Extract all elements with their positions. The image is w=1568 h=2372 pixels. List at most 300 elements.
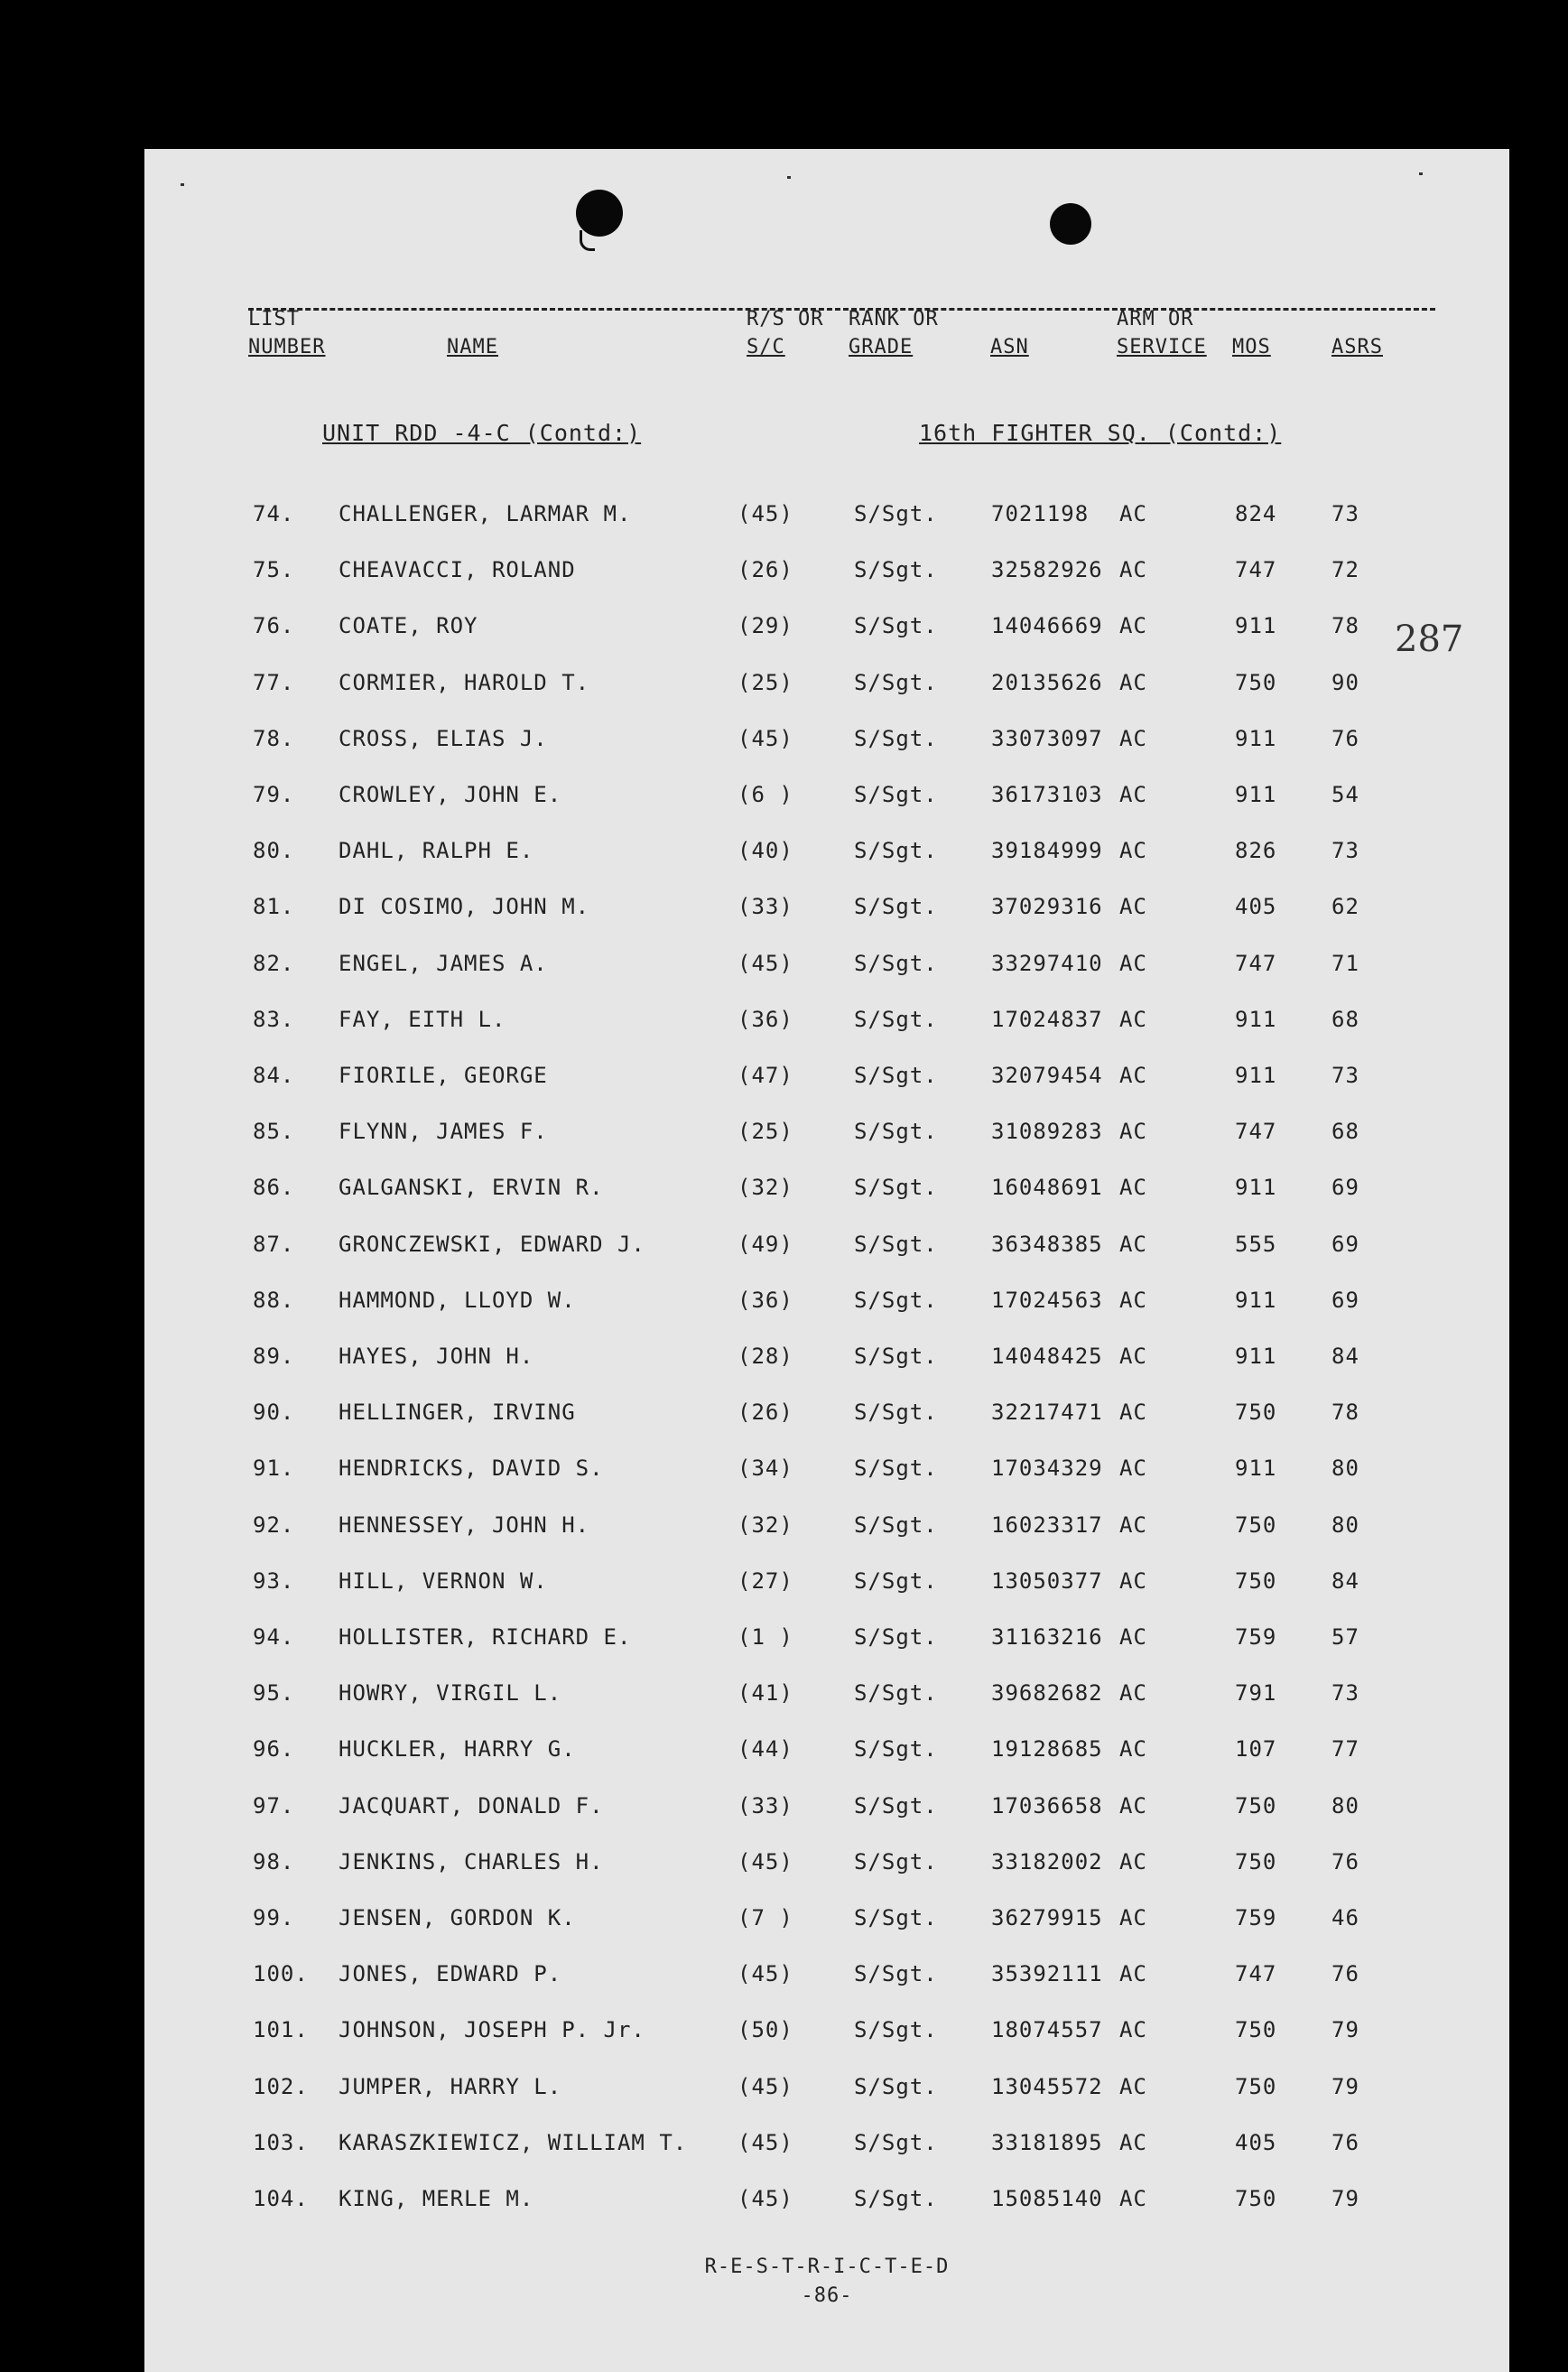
- row-grade: S/Sgt.: [854, 1736, 938, 1762]
- header-sc: S/C: [747, 336, 785, 358]
- row-number: 100.: [253, 1961, 309, 1986]
- table-row: [144, 1119, 1509, 1155]
- row-name: GALGANSKI, ERVIN R.: [339, 1175, 604, 1200]
- row-rs-sc: (45): [738, 726, 793, 751]
- row-mos: 750: [1235, 670, 1277, 695]
- row-name: HOLLISTER, RICHARD E.: [339, 1624, 632, 1650]
- row-arm-service: AC: [1119, 1736, 1147, 1762]
- row-name: FIORILE, GEORGE: [339, 1063, 548, 1088]
- row-asrs: 73: [1331, 1680, 1359, 1706]
- row-name: DAHL, RALPH E.: [339, 838, 534, 863]
- row-rs-sc: (33): [738, 1793, 793, 1819]
- row-asrs: 54: [1331, 782, 1359, 807]
- row-asn: 7021198: [991, 501, 1090, 526]
- row-arm-service: AC: [1119, 1119, 1147, 1144]
- table-row: [144, 1232, 1509, 1268]
- row-asrs: 76: [1331, 2130, 1359, 2155]
- row-grade: S/Sgt.: [854, 1568, 938, 1594]
- table-row: [144, 557, 1509, 593]
- row-arm-service: AC: [1119, 557, 1147, 582]
- row-name: CROWLEY, JOHN E.: [339, 782, 562, 807]
- row-mos: 759: [1235, 1624, 1277, 1650]
- row-rs-sc: (25): [738, 670, 793, 695]
- row-grade: S/Sgt.: [854, 670, 938, 695]
- row-rs-sc: (32): [738, 1512, 793, 1538]
- row-asn: 19128685: [991, 1736, 1103, 1762]
- row-grade: S/Sgt.: [854, 951, 938, 976]
- row-name: JONES, EDWARD P.: [339, 1961, 562, 1986]
- row-arm-service: AC: [1119, 1793, 1147, 1819]
- row-name: DI COSIMO, JOHN M.: [339, 894, 590, 919]
- row-name: HELLINGER, IRVING: [339, 1400, 576, 1425]
- row-rs-sc: (6 ): [738, 782, 793, 807]
- row-grade: S/Sgt.: [854, 2186, 938, 2211]
- row-number: 86.: [253, 1175, 295, 1200]
- row-number: 87.: [253, 1232, 295, 1257]
- row-mos: 750: [1235, 1849, 1277, 1874]
- row-number: 76.: [253, 613, 295, 638]
- table-row: [144, 1175, 1509, 1211]
- header-list: LIST: [248, 308, 300, 330]
- row-rs-sc: (50): [738, 2017, 793, 2042]
- row-rs-sc: (45): [738, 1849, 793, 1874]
- row-grade: S/Sgt.: [854, 1232, 938, 1257]
- table-row: [144, 1344, 1509, 1380]
- unit-title-right: 16th FIGHTER SQ. (Contd:): [919, 420, 1282, 446]
- row-asrs: 90: [1331, 670, 1359, 695]
- row-number: 83.: [253, 1007, 295, 1032]
- header-service: SERVICE: [1117, 336, 1207, 358]
- row-mos: 750: [1235, 2074, 1277, 2099]
- row-number: 99.: [253, 1905, 295, 1930]
- row-asrs: 84: [1331, 1568, 1359, 1594]
- row-grade: S/Sgt.: [854, 1680, 938, 1706]
- row-name: HENDRICKS, DAVID S.: [339, 1456, 604, 1481]
- row-mos: 747: [1235, 1119, 1277, 1144]
- row-arm-service: AC: [1119, 782, 1147, 807]
- row-mos: 826: [1235, 838, 1277, 863]
- row-arm-service: AC: [1119, 838, 1147, 863]
- row-name: JOHNSON, JOSEPH P. Jr.: [339, 2017, 645, 2042]
- row-rs-sc: (36): [738, 1007, 793, 1032]
- table-row: [144, 501, 1509, 537]
- row-mos: 911: [1235, 726, 1277, 751]
- table-row: [144, 1961, 1509, 1997]
- header-rule-top: [248, 308, 1435, 311]
- row-grade: S/Sgt.: [854, 894, 938, 919]
- header-grade: GRADE: [849, 336, 914, 358]
- row-number: 80.: [253, 838, 295, 863]
- header-rank: RANK OR: [849, 308, 939, 330]
- row-grade: S/Sgt.: [854, 1624, 938, 1650]
- row-arm-service: AC: [1119, 670, 1147, 695]
- row-grade: S/Sgt.: [854, 2017, 938, 2042]
- row-name: CROSS, ELIAS J.: [339, 726, 548, 751]
- row-asn: 20135626: [991, 670, 1103, 695]
- row-asrs: 46: [1331, 1905, 1359, 1930]
- row-asn: 32079454: [991, 1063, 1103, 1088]
- table-row: [144, 2186, 1509, 2222]
- row-rs-sc: (34): [738, 1456, 793, 1481]
- row-rs-sc: (47): [738, 1063, 793, 1088]
- row-grade: S/Sgt.: [854, 1007, 938, 1032]
- row-number: 82.: [253, 951, 295, 976]
- row-name: JENKINS, CHARLES H.: [339, 1849, 604, 1874]
- row-number: 93.: [253, 1568, 295, 1594]
- row-grade: S/Sgt.: [854, 501, 938, 526]
- row-arm-service: AC: [1119, 1624, 1147, 1650]
- row-mos: 911: [1235, 1456, 1277, 1481]
- row-asrs: 62: [1331, 894, 1359, 919]
- paper-speck: [181, 183, 184, 186]
- row-arm-service: AC: [1119, 1232, 1147, 1257]
- row-asrs: 77: [1331, 1736, 1359, 1762]
- row-name: KING, MERLE M.: [339, 2186, 534, 2211]
- row-asrs: 72: [1331, 557, 1359, 582]
- row-name: HOWRY, VIRGIL L.: [339, 1680, 562, 1706]
- header-mos: MOS: [1232, 336, 1271, 358]
- table-row: [144, 1288, 1509, 1324]
- table-row: [144, 1793, 1509, 1829]
- row-asn: 16048691: [991, 1175, 1103, 1200]
- row-asn: 39682682: [991, 1680, 1103, 1706]
- row-name: JENSEN, GORDON K.: [339, 1905, 576, 1930]
- row-arm-service: AC: [1119, 1568, 1147, 1594]
- row-rs-sc: (41): [738, 1680, 793, 1706]
- row-rs-sc: (32): [738, 1175, 793, 1200]
- row-asn: 13045572: [991, 2074, 1103, 2099]
- table-row: [144, 1512, 1509, 1549]
- row-grade: S/Sgt.: [854, 1400, 938, 1425]
- row-arm-service: AC: [1119, 1288, 1147, 1313]
- row-asn: 33181895: [991, 2130, 1103, 2155]
- row-asrs: 69: [1331, 1232, 1359, 1257]
- row-grade: S/Sgt.: [854, 557, 938, 582]
- row-name: HAYES, JOHN H.: [339, 1344, 534, 1369]
- row-asrs: 80: [1331, 1512, 1359, 1538]
- row-asn: 14046669: [991, 613, 1103, 638]
- table-row: [144, 1736, 1509, 1772]
- row-name: COATE, ROY: [339, 613, 478, 638]
- table-row: [144, 2017, 1509, 2053]
- row-number: 74.: [253, 501, 295, 526]
- row-mos: 759: [1235, 1905, 1277, 1930]
- row-name: CHALLENGER, LARMAR M.: [339, 501, 632, 526]
- row-mos: 750: [1235, 1512, 1277, 1538]
- row-arm-service: AC: [1119, 1849, 1147, 1874]
- row-number: 90.: [253, 1400, 295, 1425]
- row-asrs: 73: [1331, 1063, 1359, 1088]
- row-asrs: 73: [1331, 501, 1359, 526]
- row-rs-sc: (27): [738, 1568, 793, 1594]
- row-number: 77.: [253, 670, 295, 695]
- row-grade: S/Sgt.: [854, 1512, 938, 1538]
- row-rs-sc: (44): [738, 1736, 793, 1762]
- row-number: 84.: [253, 1063, 295, 1088]
- row-asrs: 69: [1331, 1288, 1359, 1313]
- row-rs-sc: (33): [738, 894, 793, 919]
- row-name: HAMMOND, LLOYD W.: [339, 1288, 576, 1313]
- paper-speck: [787, 176, 791, 179]
- row-mos: 791: [1235, 1680, 1277, 1706]
- row-grade: S/Sgt.: [854, 1119, 938, 1144]
- row-number: 96.: [253, 1736, 295, 1762]
- row-asrs: 71: [1331, 951, 1359, 976]
- table-row: [144, 2074, 1509, 2110]
- row-rs-sc: (25): [738, 1119, 793, 1144]
- row-arm-service: AC: [1119, 1512, 1147, 1538]
- row-grade: S/Sgt.: [854, 726, 938, 751]
- row-number: 95.: [253, 1680, 295, 1706]
- row-number: 88.: [253, 1288, 295, 1313]
- row-asn: 18074557: [991, 2017, 1103, 2042]
- row-rs-sc: (45): [738, 2186, 793, 2211]
- row-rs-sc: (28): [738, 1344, 793, 1369]
- table-row: [144, 1849, 1509, 1885]
- row-asrs: 76: [1331, 1961, 1359, 1986]
- row-mos: 405: [1235, 894, 1277, 919]
- row-arm-service: AC: [1119, 501, 1147, 526]
- row-mos: 824: [1235, 501, 1277, 526]
- row-arm-service: AC: [1119, 1905, 1147, 1930]
- row-number: 92.: [253, 1512, 295, 1538]
- row-number: 98.: [253, 1849, 295, 1874]
- row-grade: S/Sgt.: [854, 613, 938, 638]
- header-number: NUMBER: [248, 336, 326, 358]
- row-asrs: 79: [1331, 2186, 1359, 2211]
- table-row: [144, 613, 1509, 649]
- row-number: 85.: [253, 1119, 295, 1144]
- row-number: 79.: [253, 782, 295, 807]
- row-asn: 14048425: [991, 1344, 1103, 1369]
- row-asn: 15085140: [991, 2186, 1103, 2211]
- row-asn: 17034329: [991, 1456, 1103, 1481]
- row-name: GRONCZEWSKI, EDWARD J.: [339, 1232, 645, 1257]
- row-asn: 33182002: [991, 1849, 1103, 1874]
- row-mos: 750: [1235, 1400, 1277, 1425]
- row-name: FLYNN, JAMES F.: [339, 1119, 548, 1144]
- row-arm-service: AC: [1119, 1344, 1147, 1369]
- row-asrs: 80: [1331, 1456, 1359, 1481]
- margin-page-number: 287: [1395, 619, 1464, 660]
- row-mos: 405: [1235, 2130, 1277, 2155]
- table-row: [144, 1400, 1509, 1436]
- row-arm-service: AC: [1119, 2130, 1147, 2155]
- row-asrs: 73: [1331, 838, 1359, 863]
- table-row: [144, 1456, 1509, 1492]
- row-asrs: 79: [1331, 2017, 1359, 2042]
- header-rs: R/S OR: [747, 308, 824, 330]
- row-mos: 750: [1235, 1568, 1277, 1594]
- row-asn: 32217471: [991, 1400, 1103, 1425]
- row-number: 101.: [253, 2017, 309, 2042]
- header-asn: ASN: [990, 336, 1029, 358]
- row-name: KARASZKIEWICZ, WILLIAM T.: [339, 2130, 688, 2155]
- row-number: 81.: [253, 894, 295, 919]
- row-number: 78.: [253, 726, 295, 751]
- row-rs-sc: (49): [738, 1232, 793, 1257]
- row-asrs: 68: [1331, 1119, 1359, 1144]
- row-mos: 747: [1235, 1961, 1277, 1986]
- row-asn: 17036658: [991, 1793, 1103, 1819]
- row-asrs: 80: [1331, 1793, 1359, 1819]
- table-row: [144, 1007, 1509, 1043]
- row-number: 97.: [253, 1793, 295, 1819]
- row-asrs: 76: [1331, 1849, 1359, 1874]
- row-grade: S/Sgt.: [854, 1288, 938, 1313]
- row-name: ENGEL, JAMES A.: [339, 951, 548, 976]
- row-arm-service: AC: [1119, 894, 1147, 919]
- table-row: [144, 838, 1509, 874]
- row-asn: 32582926: [991, 557, 1103, 582]
- row-mos: 750: [1235, 2186, 1277, 2211]
- row-rs-sc: (40): [738, 838, 793, 863]
- row-asrs: 76: [1331, 726, 1359, 751]
- row-mos: 911: [1235, 1007, 1277, 1032]
- row-arm-service: AC: [1119, 1680, 1147, 1706]
- row-arm-service: AC: [1119, 1400, 1147, 1425]
- row-rs-sc: (26): [738, 1400, 793, 1425]
- table-row: [144, 894, 1509, 930]
- row-grade: S/Sgt.: [854, 1344, 938, 1369]
- row-grade: S/Sgt.: [854, 782, 938, 807]
- row-name: HILL, VERNON W.: [339, 1568, 548, 1594]
- row-rs-sc: (1 ): [738, 1624, 793, 1650]
- row-number: 103.: [253, 2130, 309, 2155]
- table-row: [144, 1624, 1509, 1660]
- page-number-footer: -86-: [801, 2284, 853, 2307]
- row-asrs: 79: [1331, 2074, 1359, 2099]
- row-name: CHEAVACCI, ROLAND: [339, 557, 576, 582]
- row-asn: 39184999: [991, 838, 1103, 863]
- row-asn: 31089283: [991, 1119, 1103, 1144]
- table-row: [144, 1063, 1509, 1099]
- row-arm-service: AC: [1119, 951, 1147, 976]
- table-row: [144, 951, 1509, 987]
- paper-speck: [1419, 172, 1423, 175]
- row-asn: 36279915: [991, 1905, 1103, 1930]
- row-grade: S/Sgt.: [854, 2130, 938, 2155]
- punch-hole-right: [1050, 203, 1091, 245]
- row-mos: 911: [1235, 1063, 1277, 1088]
- row-number: 102.: [253, 2074, 309, 2099]
- punch-hole-tear: [580, 230, 595, 251]
- row-arm-service: AC: [1119, 1007, 1147, 1032]
- header-name: NAME: [447, 336, 498, 358]
- row-asn: 31163216: [991, 1624, 1103, 1650]
- row-number: 75.: [253, 557, 295, 582]
- row-name: HUCKLER, HARRY G.: [339, 1736, 576, 1762]
- header-arm: ARM OR: [1117, 308, 1194, 330]
- row-asn: 17024563: [991, 1288, 1103, 1313]
- row-arm-service: AC: [1119, 1456, 1147, 1481]
- row-asrs: 78: [1331, 1400, 1359, 1425]
- row-mos: 911: [1235, 1344, 1277, 1369]
- row-arm-service: AC: [1119, 2074, 1147, 2099]
- row-name: JACQUART, DONALD F.: [339, 1793, 604, 1819]
- row-mos: 747: [1235, 951, 1277, 976]
- row-arm-service: AC: [1119, 1175, 1147, 1200]
- row-grade: S/Sgt.: [854, 1905, 938, 1930]
- row-number: 94.: [253, 1624, 295, 1650]
- row-rs-sc: (45): [738, 2074, 793, 2099]
- row-rs-sc: (36): [738, 1288, 793, 1313]
- row-asn: 33297410: [991, 951, 1103, 976]
- header-asrs: ASRS: [1331, 336, 1383, 358]
- row-asn: 16023317: [991, 1512, 1103, 1538]
- row-arm-service: AC: [1119, 726, 1147, 751]
- row-arm-service: AC: [1119, 1961, 1147, 1986]
- table-row: [144, 2130, 1509, 2166]
- row-name: JUMPER, HARRY L.: [339, 2074, 562, 2099]
- row-asrs: 84: [1331, 1344, 1359, 1369]
- row-grade: S/Sgt.: [854, 2074, 938, 2099]
- row-rs-sc: (45): [738, 951, 793, 976]
- table-row: [144, 1568, 1509, 1605]
- row-asrs: 68: [1331, 1007, 1359, 1032]
- row-asn: 37029316: [991, 894, 1103, 919]
- row-asrs: 78: [1331, 613, 1359, 638]
- row-rs-sc: (45): [738, 2130, 793, 2155]
- row-number: 104.: [253, 2186, 309, 2211]
- row-mos: 555: [1235, 1232, 1277, 1257]
- row-mos: 750: [1235, 2017, 1277, 2042]
- row-name: FAY, EITH L.: [339, 1007, 506, 1032]
- row-arm-service: AC: [1119, 613, 1147, 638]
- row-name: CORMIER, HAROLD T.: [339, 670, 590, 695]
- row-asn: 36348385: [991, 1232, 1103, 1257]
- row-arm-service: AC: [1119, 1063, 1147, 1088]
- row-asn: 35392111: [991, 1961, 1103, 1986]
- row-asn: 17024837: [991, 1007, 1103, 1032]
- row-grade: S/Sgt.: [854, 1175, 938, 1200]
- row-grade: S/Sgt.: [854, 1063, 938, 1088]
- row-mos: 911: [1235, 613, 1277, 638]
- row-asn: 33073097: [991, 726, 1103, 751]
- row-mos: 911: [1235, 782, 1277, 807]
- row-grade: S/Sgt.: [854, 838, 938, 863]
- row-asn: 13050377: [991, 1568, 1103, 1594]
- unit-title-left: UNIT RDD -4-C (Contd:): [322, 420, 642, 446]
- row-name: HENNESSEY, JOHN H.: [339, 1512, 590, 1538]
- row-rs-sc: (26): [738, 557, 793, 582]
- row-grade: S/Sgt.: [854, 1456, 938, 1481]
- row-mos: 750: [1235, 1793, 1277, 1819]
- row-mos: 747: [1235, 557, 1277, 582]
- row-grade: S/Sgt.: [854, 1961, 938, 1986]
- row-grade: S/Sgt.: [854, 1849, 938, 1874]
- row-arm-service: AC: [1119, 2017, 1147, 2042]
- row-mos: 911: [1235, 1288, 1277, 1313]
- row-rs-sc: (45): [738, 1961, 793, 1986]
- row-arm-service: AC: [1119, 2186, 1147, 2211]
- row-number: 89.: [253, 1344, 295, 1369]
- row-number: 91.: [253, 1456, 295, 1481]
- row-asrs: 57: [1331, 1624, 1359, 1650]
- row-grade: S/Sgt.: [854, 1793, 938, 1819]
- row-rs-sc: (45): [738, 501, 793, 526]
- row-rs-sc: (29): [738, 613, 793, 638]
- row-asn: 36173103: [991, 782, 1103, 807]
- row-rs-sc: (7 ): [738, 1905, 793, 1930]
- row-asrs: 69: [1331, 1175, 1359, 1200]
- table-row: [144, 1905, 1509, 1941]
- table-row: [144, 670, 1509, 706]
- table-row: [144, 782, 1509, 818]
- table-row: [144, 1680, 1509, 1716]
- row-mos: 911: [1235, 1175, 1277, 1200]
- restricted-footer: R-E-S-T-R-I-C-T-E-D: [704, 2256, 950, 2278]
